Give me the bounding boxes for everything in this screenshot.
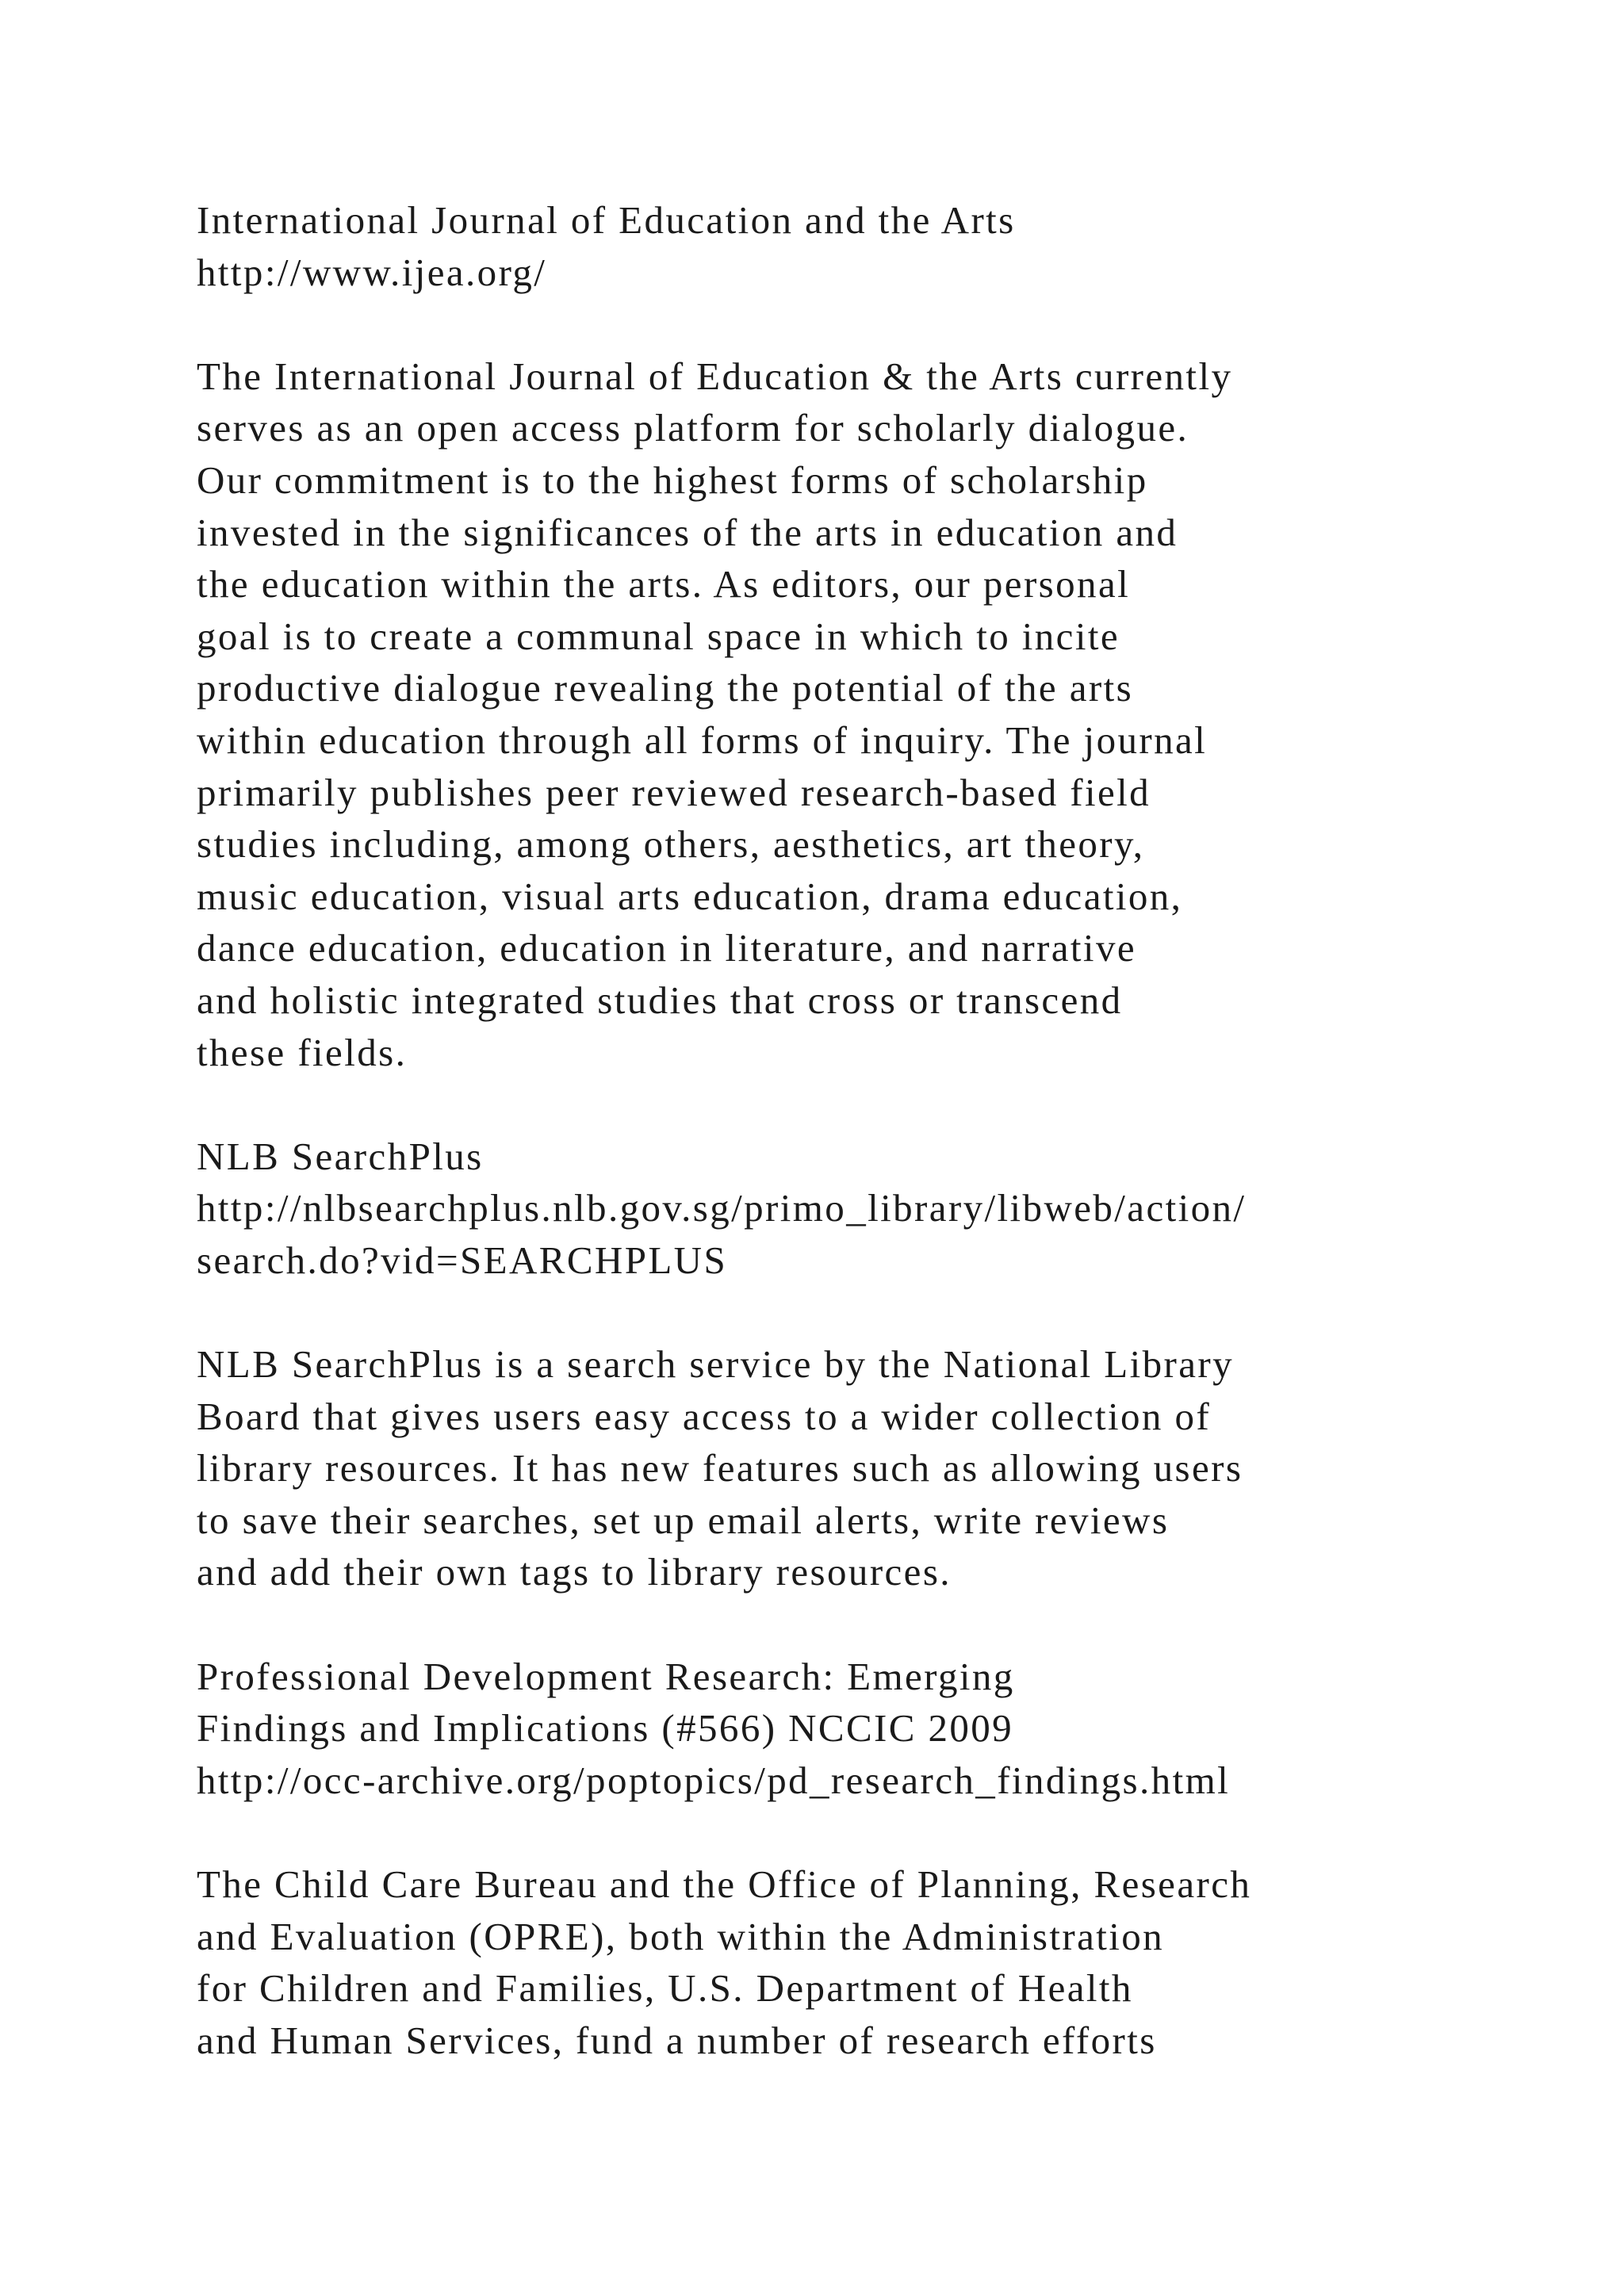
text-line: within education through all forms of inquiry. The journal [197, 718, 1208, 762]
text-line: music education, visual arts education, drama education, [197, 874, 1183, 918]
text-line: library resources. It has new features such as allowing users [197, 1446, 1243, 1490]
nlb-description-paragraph [197, 1338, 1592, 1598]
ijea-title-block [197, 194, 1592, 298]
document-page [197, 194, 1592, 2118]
url-line: http://occ-archive.org/poptopics/pd_research_findings.html [197, 1758, 1231, 1802]
text-line: primarily publishes peer reviewed research-based field [197, 770, 1151, 814]
url-line: http://www.ijea.org/ [197, 250, 547, 294]
text-line: productive dialogue revealing the potential of the arts [197, 666, 1134, 710]
text-line: Professional Development Research: Emerging [197, 1654, 1015, 1698]
child-care-bureau-paragraph [197, 1858, 1592, 2066]
text-line: serves as an open access platform for scholarly dialogue. [197, 406, 1189, 450]
text-line: Board that gives users easy access to a wider collection of [197, 1394, 1212, 1438]
text-line: dance education, education in literature, and narrative [197, 926, 1136, 970]
text-line: NLB SearchPlus [197, 1134, 484, 1178]
text-line: the education within the arts. As editors, our personal [197, 562, 1131, 607]
text-line: NLB SearchPlus is a search service by the National Library [197, 1342, 1235, 1387]
ijea-description-paragraph [197, 350, 1592, 1078]
text-line: Our commitment is to the highest forms of scholarship [197, 457, 1148, 502]
text-line: and holistic integrated studies that cross or transcend [197, 978, 1123, 1022]
text-line: and Evaluation (OPRE), both within the Administration [197, 1914, 1165, 1958]
text-line: The Child Care Bureau and the Office of Planning, Research [197, 1862, 1252, 1906]
url-line: http://nlbsearchplus.nlb.gov.sg/primo_library/libweb/action/ [197, 1186, 1247, 1230]
nlb-title-block [197, 1131, 1592, 1287]
text-line: and add their own tags to library resources. [197, 1550, 952, 1594]
url-line: search.do?vid=SEARCHPLUS [197, 1238, 728, 1282]
text-line: to save their searches, set up email alerts, write reviews [197, 1498, 1170, 1542]
text-line: Findings and Implications (#566) NCCIC 2009 [197, 1706, 1014, 1751]
text-line: studies including, among others, aesthetics, art theory, [197, 822, 1145, 867]
pd-research-title-block [197, 1651, 1592, 1807]
text-line: for Children and Families, U.S. Department of Health [197, 1966, 1133, 2011]
text-line: goal is to create a communal space in which to incite [197, 614, 1120, 658]
text-line: invested in the significances of the arts in education and [197, 510, 1178, 554]
text-line: and Human Services, fund a number of research efforts [197, 2018, 1157, 2062]
text-line: The International Journal of Education & the Arts currently [197, 354, 1233, 398]
text-line: these fields. [197, 1030, 408, 1074]
text-line: International Journal of Education and the Arts [197, 198, 1016, 242]
